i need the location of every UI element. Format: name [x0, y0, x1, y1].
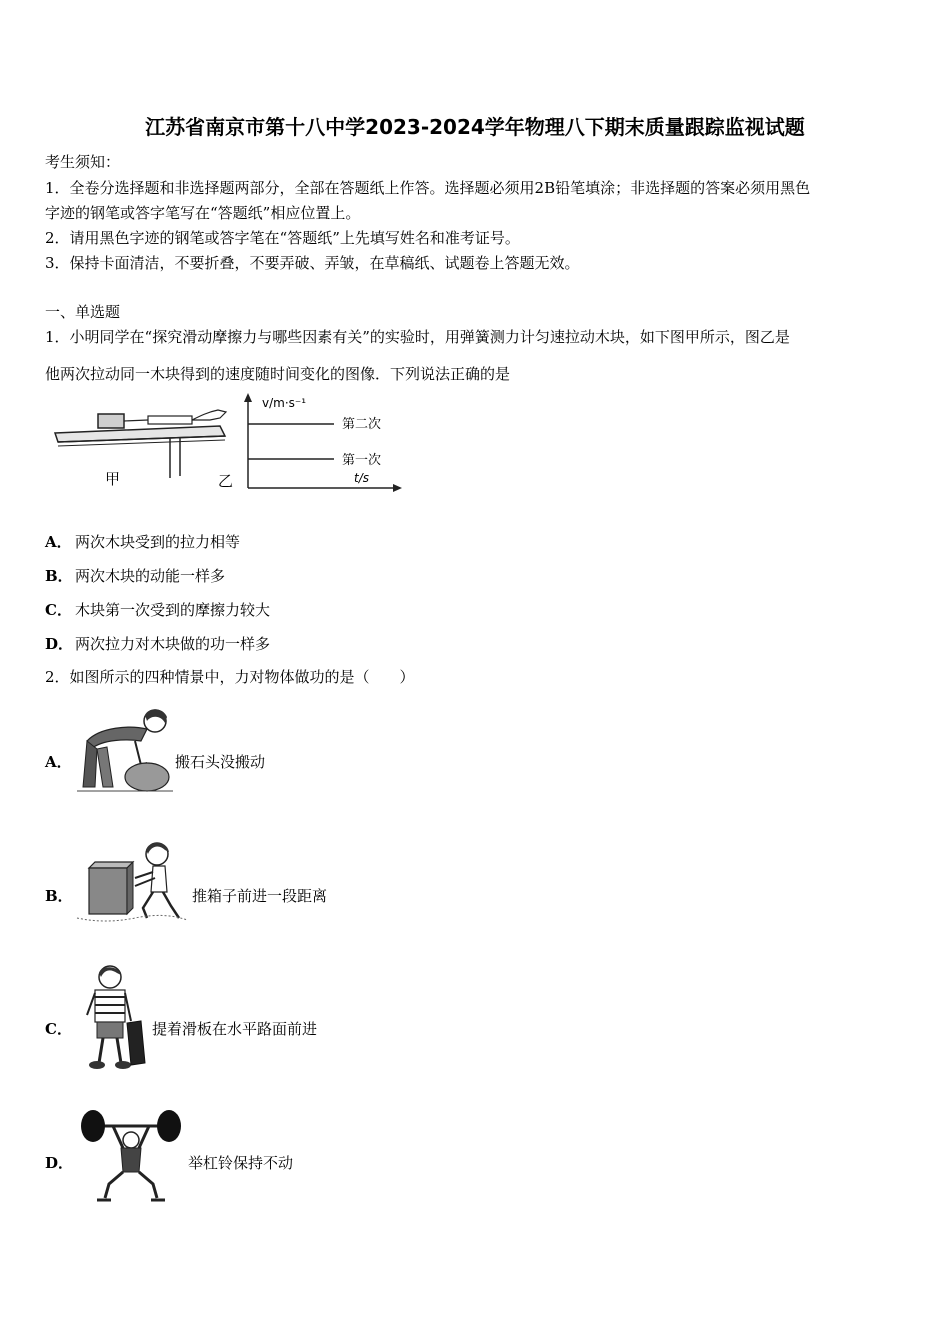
- barbell-plate-left: [81, 1110, 105, 1142]
- q1-figure-jia: [50, 398, 230, 494]
- notice-item-2: 2．请用黑色字迹的钢笔或答字笔在“答题纸”上先填写姓名和准考证号。: [45, 229, 520, 247]
- rock-shape: [125, 763, 169, 791]
- x-axis-label: t/s: [354, 471, 369, 485]
- person-carrying-skateboard-illustration: [75, 963, 155, 1075]
- q1-option-b-text: 两次木块的动能一样多: [75, 567, 226, 585]
- notice-item-1-cont: 字迹的钢笔或答字笔写在“答题纸”相应位置上。: [45, 204, 361, 222]
- q1-option-a-text: 两次木块受到的拉力相等: [75, 533, 241, 551]
- q2-option-d-text: 举杠铃保持不动: [188, 1154, 294, 1172]
- page-title: 江苏省南京市第十八中学2023-2024学年物理八下期末质量跟踪监视试题: [145, 115, 805, 139]
- q2-option-d-label: D．: [45, 1154, 74, 1172]
- section-heading: 一、单选题: [45, 303, 121, 321]
- q1-option-d-label: D．: [45, 635, 74, 653]
- q1-figure-yi: [212, 390, 408, 496]
- label-jia: 甲: [105, 470, 121, 488]
- notice-heading: 考生须知：: [45, 153, 121, 171]
- q2-stem: 2．如图所示的四种情景中，力对物体做功的是（ ）: [45, 668, 415, 686]
- q1-stem-line2: 他两次拉动同一木块得到的速度随时间变化的图像．下列说法正确的是: [45, 365, 511, 383]
- q1-option-c-label: C．: [45, 601, 72, 619]
- q1-stem-line1: 1．小明同学在“探究滑动摩擦力与哪些因素有关”的实验时，用弹簧测力计匀速拉动木块，如下图甲所示，图乙是: [45, 328, 790, 346]
- q2-option-a-label: A．: [45, 753, 72, 771]
- person-lifting-rock-illustration: [75, 703, 175, 795]
- notice-item-1: 1．全卷分选择题和非选择题两部分，全部在答题纸上作答。选择题必须用2B铅笔填涂；非选择题的答案必须用黑色: [45, 179, 811, 197]
- barbell-plate-right: [157, 1110, 181, 1142]
- y-axis-label: v/m·s⁻¹: [262, 396, 307, 410]
- spring-scale: [148, 416, 192, 424]
- person-pushing-box-illustration: [75, 834, 190, 930]
- label-yi: 乙: [218, 472, 234, 490]
- series-label-upper: 第二次: [342, 417, 382, 432]
- q1-option-c-text: 木块第一次受到的摩擦力较大: [75, 601, 271, 619]
- box-shape: [89, 868, 127, 914]
- series-label-lower: 第一次: [342, 453, 382, 468]
- q2-option-a-text: 搬石头没搬动: [175, 753, 266, 771]
- q1-option-d-text: 两次拉力对木块做的功一样多: [75, 635, 271, 653]
- notice-item-3: 3．保持卡面清洁，不要折叠，不要弄破、弄皱，在草稿纸、试题卷上答题无效。: [45, 254, 580, 272]
- q2-option-b-text: 推箱子前进一段距离: [192, 887, 328, 905]
- q1-option-a-label: A．: [45, 533, 72, 551]
- wood-block: [98, 414, 124, 428]
- q2-option-c-text: 提着滑板在水平路面前进: [152, 1020, 318, 1038]
- q2-option-c-label: C．: [45, 1020, 72, 1038]
- q1-option-b-label: B．: [45, 567, 73, 585]
- weightlifter-illustration: [75, 1104, 187, 1204]
- skateboard-shape: [127, 1021, 145, 1065]
- q2-option-b-label: B．: [45, 887, 73, 905]
